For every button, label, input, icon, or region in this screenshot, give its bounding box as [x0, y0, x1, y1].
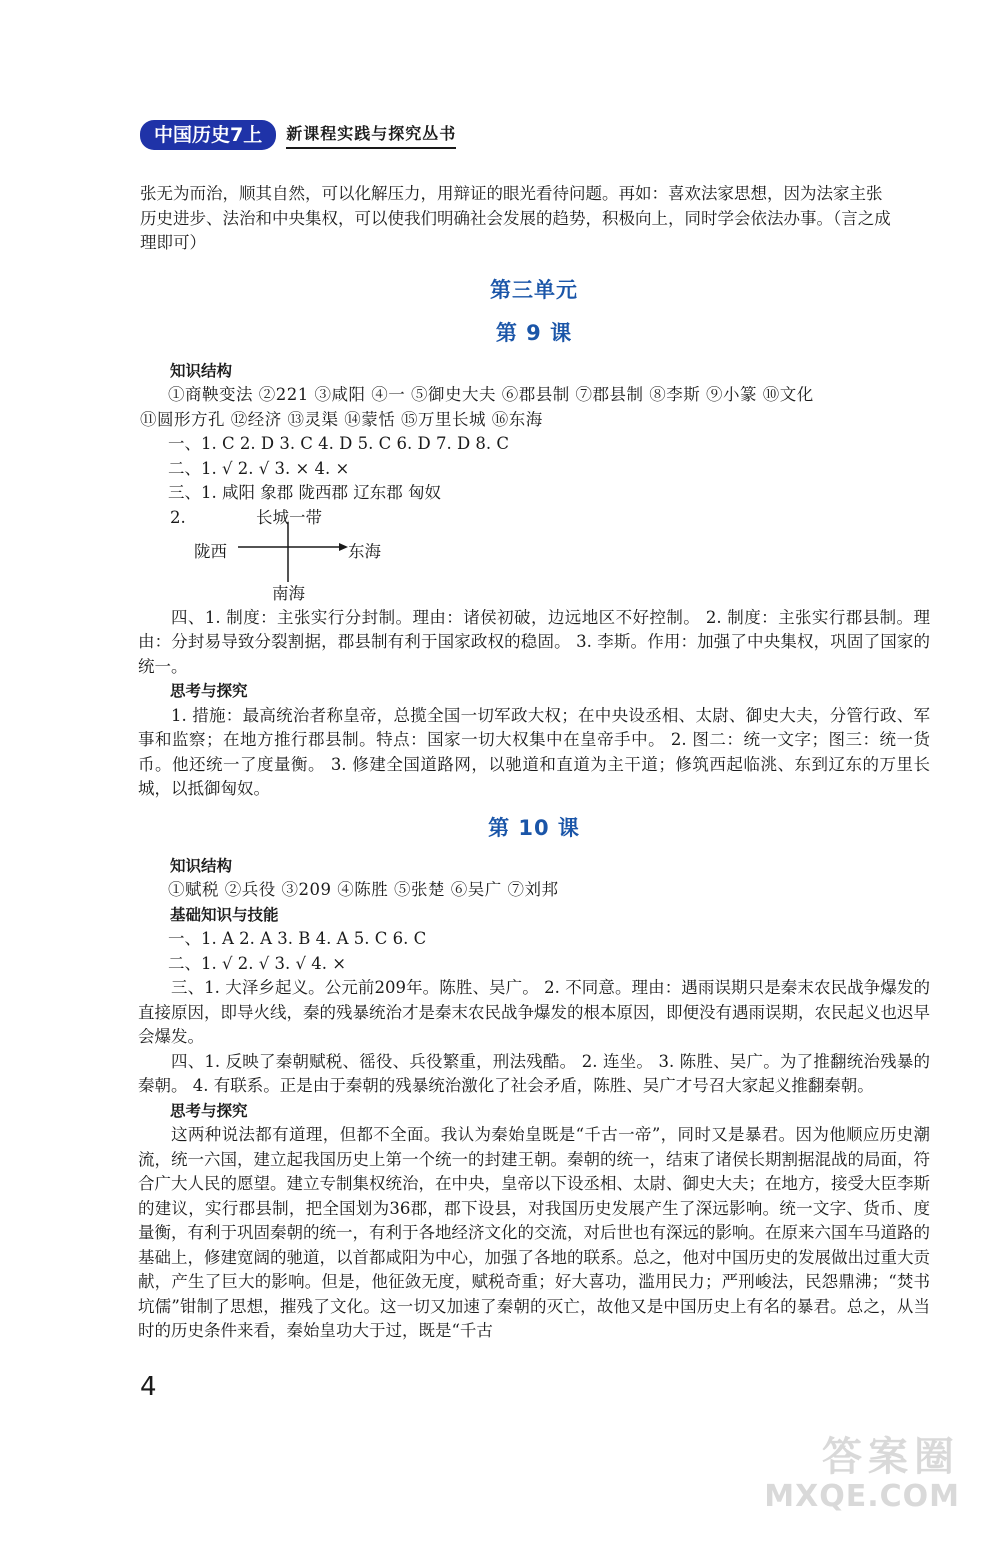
basic-skills-heading: 基础知识与技能	[170, 905, 279, 924]
series-title: 新课程实践与探究丛书	[286, 121, 456, 149]
diagram-right-label: 东海	[348, 541, 381, 561]
page-content	[138, 182, 930, 1344]
intro-line: 理即可）	[140, 233, 206, 252]
page-header	[140, 118, 456, 152]
intro-line: 张无为而治，顺其自然，可以化解压力，用辩证的眼光看待问题。再如：喜欢法家思想，因为法家主张	[140, 184, 883, 203]
watermark-url: MXQE.COM	[764, 1479, 960, 1514]
diagram-bottom-label: 南海	[272, 583, 305, 603]
think-explore-text: 1. 措施：最高统治者称皇帝，总揽全国一切军政大权；在中央设丞相、太尉、御史大夫，分管行政、军事和监察；在地方推行郡县制。特点：国家一切大权集中在皇帝手中。 2. 图二：统一文字；图三：统一货币。他还统一了度量衡。 3. 修建全国道路网，以驰道和直道为主干道；修筑西起临洮、东到辽东的万里长城，以抵御匈奴。	[138, 705, 930, 798]
knowledge-line: ①商鞅变法 ②221 ③咸阳 ④一 ⑤御史大夫 ⑥郡县制 ⑦郡县制 ⑧李斯 ⑨小篆 ⑩文化	[168, 385, 814, 404]
answer-judge: 二、1. √ 2. √ 3. × 4. ×	[168, 458, 350, 478]
answer-essay: 四、1. 反映了秦朝赋税、徭役、兵役繁重，刑法残酷。 2. 连坐。 3. 陈胜、吴广。为了推翻统治残暴的秦朝。 4. 有联系。正是由于秦朝的残暴统治激化了社会矛盾，陈胜、吴广才号召大家起义推翻秦朝。	[138, 1051, 930, 1095]
book-title-badge: 中国历史7上	[140, 120, 276, 150]
diagram-top-label: 长城一带	[256, 507, 322, 527]
direction-diagram	[138, 506, 930, 606]
answer-short: 三、1. 大泽乡起义。公元前209年。陈胜、吴广。 2. 不同意。理由：遇雨误期只是秦末农民战争爆发的直接原因，即导火线，秦的残暴统治才是秦末农民战争爆发的根本原因，即便没有遇雨误期，农民起义也迟早会爆发。	[138, 978, 930, 1046]
answer-fill: 三、1. 咸阳 象郡 陇西郡 辽东郡 匈奴	[168, 483, 441, 502]
watermark-logo: 答案圈	[822, 1434, 960, 1480]
diagram-number: 2.	[170, 507, 186, 527]
lesson-10-title: 第 10 课	[488, 815, 580, 840]
knowledge-structure-heading: 知识结构	[170, 856, 233, 875]
diagram-left-label: 陇西	[194, 541, 227, 561]
answer-choice: 一、1. C 2. D 3. C 4. D 5. C 6. D 7. D 8. C	[168, 434, 510, 453]
answer-essay: 四、1. 制度：主张实行分封制。理由：诸侯初破，边远地区不好控制。 2. 制度：主张实行郡县制。理由：分封易导致分裂割据，郡县制有利于国家政权的稳固。 3. 李斯。作用：加强了中央集权，巩固了国家的统一。	[138, 607, 930, 676]
knowledge-structure-heading: 知识结构	[170, 361, 233, 380]
knowledge-line: ①赋税 ②兵役 ③209 ④陈胜 ⑤张楚 ⑥吴广 ⑦刘邦	[168, 880, 559, 899]
think-explore-heading: 思考与探究	[170, 1101, 248, 1120]
answer-judge: 二、1. √ 2. √ 3. √ 4. ×	[168, 953, 347, 973]
knowledge-line: ⑪圆形方孔 ⑫经济 ⑬灵渠 ⑭蒙恬 ⑮万里长城 ⑯东海	[140, 409, 543, 429]
intro-line: 历史进步、法治和中央集权，可以使我们明确社会发展的趋势，积极向上，同时学会依法办事。（言之成	[140, 208, 891, 228]
think-explore-text: 这两种说法都有道理，但都不全面。我认为秦始皇既是“千古一帝”，同时又是暴君。因为他顺应历史潮流，统一六国，建立起我国历史上第一个统一的封建王朝。秦朝的统一，结束了诸侯长期割据混战的局面，符合广大人民的愿望。建立专制集权统治，在中央，皇帝以下设丞相、太尉、御史大夫；在地方，接受大臣李斯的建议，实行郡县制，把全国划为36郡，郡下设县，对我国历史发展产生了深远影响。统一文字、货币、度量衡，有利于巩固秦朝的统一，有利于各地经济文化的交流，对后世也有深远的影响。在原来六国车马道路的基础上，修建宽阔的驰道，以首都咸阳为中心，加强了各地的联系。总之，他对中国历史的发展做出过重大贡献，产生了巨大的影响。但是，他征敛无度，赋税奇重；好大喜功，滥用民力；严刑峻法，民怨鼎沸；“焚书坑儒”钳制了思想，摧残了文化。这一切又加速了秦朝的灭亡，故他又是中国历史上有名的暴君。总之，从当时的历史条件来看，秦始皇功大于过，既是“千古	[138, 1125, 930, 1340]
page-number: 4	[140, 1372, 157, 1402]
answer-choice: 一、1. A 2. A 3. B 4. A 5. C 6. C	[168, 929, 427, 948]
think-explore-heading: 思考与探究	[170, 682, 248, 700]
unit-title: 第三单元	[490, 277, 578, 302]
watermark	[764, 1434, 960, 1514]
lesson-9-title: 第 9 课	[495, 320, 573, 345]
